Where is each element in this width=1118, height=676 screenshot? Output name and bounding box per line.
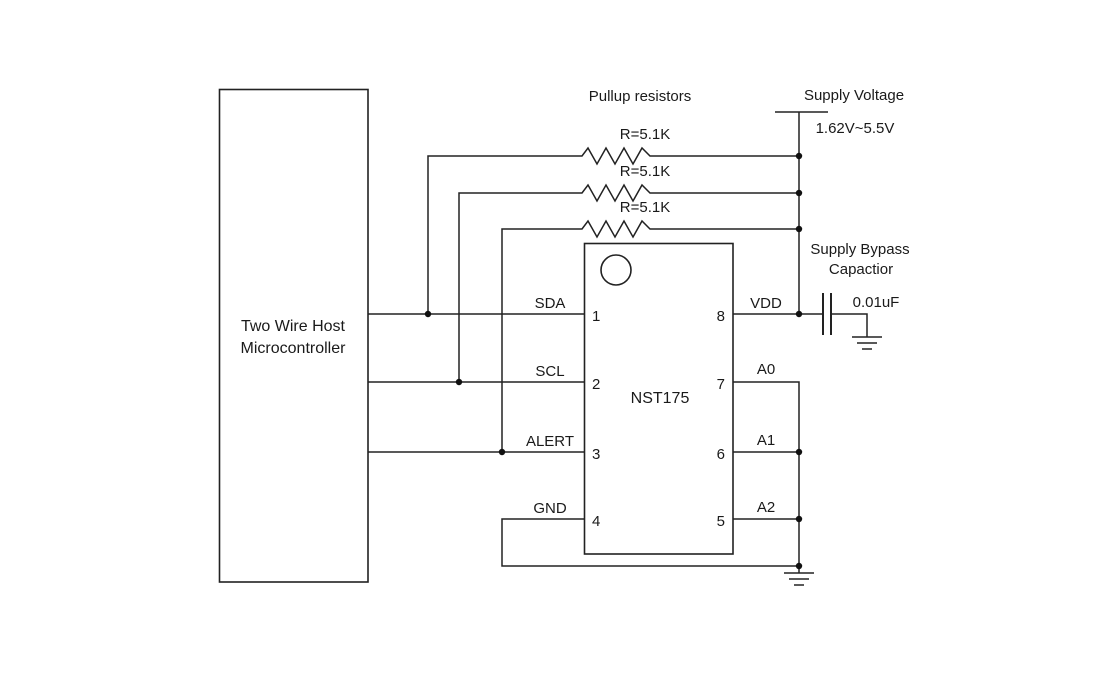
resistor-value-1: R=5.1K [619,126,671,143]
pin-number-3: 3 [592,446,601,463]
wire-a0-address-rail [733,382,799,573]
pin-number-6: 6 [716,446,725,463]
pin-label-vdd: VDD [750,295,782,312]
junction-dot [499,449,505,455]
junction-dot [425,311,431,317]
ground-symbol-main [784,573,814,585]
bypass-capacitor-title-line2: Capactior [828,261,894,278]
pin-label-a2: A2 [756,499,776,516]
junction-dot [796,449,802,455]
bypass-capacitor-title-line1: Supply Bypass [810,241,910,258]
junction-dot [796,190,802,196]
junction-dot [456,379,462,385]
supply-voltage-title: Supply Voltage [803,87,905,104]
wire-capacitor-to-ground [831,314,867,337]
pin-number-7: 7 [716,376,725,393]
junction-dot [796,563,802,569]
bypass-capacitor-value: 0.01uF [852,294,900,311]
pin1-indicator-icon [601,255,631,285]
ground-symbol-capacitor [852,337,882,349]
host-label-line1: Two Wire Host [240,318,346,335]
resistor-value-3: R=5.1K [619,199,671,216]
pin-label-a0: A0 [756,361,776,378]
pin-number-1: 1 [592,308,601,325]
supply-voltage-range: 1.62V~5.5V [815,120,895,137]
pin-label-sda: SDA [534,295,566,312]
pin-number-5: 5 [716,513,725,530]
pin-number-2: 2 [592,376,601,393]
junction-dot [796,311,802,317]
pullup-resistors-title: Pullup resistors [588,88,692,105]
host-microcontroller-box [220,90,369,583]
junction-dot [796,153,802,159]
pin-label-gnd: GND [533,500,567,517]
pin-label-alert: ALERT [525,433,575,450]
ic-name: NST175 [630,390,690,407]
resistor-value-2: R=5.1K [619,163,671,180]
host-label-line2: Microcontroller [240,340,346,357]
junction-dot [796,516,802,522]
junction-dot [796,226,802,232]
pin-number-4: 4 [592,513,601,530]
pin-label-a1: A1 [756,432,776,449]
pin-number-8: 8 [716,308,725,325]
ic-nst175-block [526,244,782,555]
host-microcontroller-block [220,90,369,583]
pin-label-scl: SCL [535,363,565,380]
